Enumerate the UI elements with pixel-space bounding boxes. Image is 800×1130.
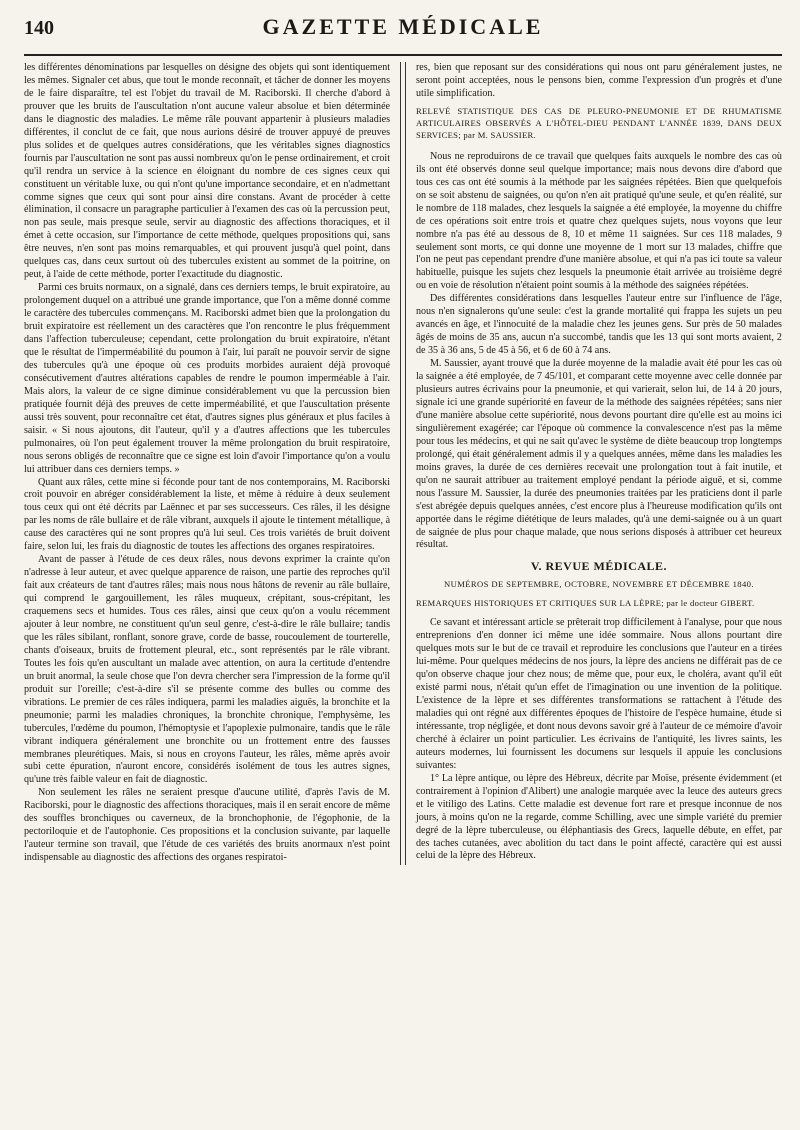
- paragraph: Avant de passer à l'étude de ces deux râles, nous devons exprimer la crainte qu'on n'adresse à leur auteur, et avec quelque apparence de raison, une partie des reproches qu'il fait aux créateurs de tant d'autres râles; mais nous nous hâtons de revenir au râle bullaire, qui comprend le gargouillement, les râles muqueux, crépitant, sous-crépitant, les craquemens secs et humides. Tous ces râles, ainsi que ceux qu'on a voulu récemment ajouter à leur nombre, ne constituent qu'un seul genre, c'est-à-dire le râle bullaire; tandis que les râles sibilant, ronflant, sonore grave, corde de basse, roucoulement de tourterelle, chants d'oiseaux, bruits de frottement pleural, etc., sont représentés par le râle vibrant. Toutes les fois qu'en auscultant un malade avec attention, on aura la certitude d'entendre un bruit anormal, la seule chose que l'on devra chercher sera l'impression de la forme qu'il produit sur l'oreille; c'est-à-dire s'il se présente comme des bulles ou comme des vibrations. Le premier de ces râles indiquera, parmi les maladies aiguës, la bronchite et la pneumonie; parmi les maladies chroniques, la bronchite chronique, l'emphysème, les tubercules, l'œdème du poumon, l'hémoptysie et l'apoplexie pulmonaire, tandis que le râle vibrant indiquera généralement une bronchite ou un frottement entre des fausses membranes pleurétiques. Mais, si nous en croyons l'auteur, les râles, même après avoir subi cette épuration, n'auront encore, considérés isolément de tous les autres signes, qu'une très faible valeur en fait de diagnostic.: [24, 554, 391, 786]
- article-columns: [24, 62, 782, 865]
- paragraph: Parmi ces bruits normaux, on a signalé, dans ces derniers temps, le bruit expiratoire, au prolongement duquel on a attribué une grande importance, que l'on a même donné comme le caractère des tubercules commençans. M. Raciborski admet bien que la prolongation du bruit expiratoire est réellement un des caractères que l'on rencontre le plus fréquemment dans l'affection tuberculeuse; cependant, cette prolongation du bruit expiratoire, n'étant que le résultat de l'imperméabilité du poumon à l'air, lui paraît ne pouvoir servir de signe des tubercules qu'à une époque où ces produits morbides auraient déjà provoqué consécutivement d'autres altérations capables de rendre le poumon imperméable à l'air. Mais alors, la valeur de ce signe diminue considérablement vu que la percussion bien pratiquée fournit déjà des preuves de cette imperméabilité, et que l'auscultation présente aussi très souvent, pour reconnaître cet état, d'autres signes plus généraux et plus faciles à saisir. « Si nous ajoutons, dit l'auteur, qu'il y a d'autres affections que les tubercules pulmonaires, où l'on peut également trouver la même prolongation du bruit respiratoire, nous serons obligés de reconnaître que ce signe est loin d'avoir l'importance qu'on a voulu lui attribuer dans ces derniers temps. »: [24, 282, 391, 475]
- section-heading-lepre: REMARQUES HISTORIQUES ET CRITIQUES SUR LA LÈPRE; par le docteur GIBERT.: [415, 598, 755, 609]
- revue-subtitle: NUMÉROS DE SEPTEMBRE, OCTOBRE, NOVEMBRE ET DÉCEMBRE 1840.: [444, 579, 754, 590]
- paragraph: les différentes dénominations par lesquelles on désigne des objets qui sont identiquement les mêmes. Signaler cet abus, que tout le monde reconnaît, et tâcher de donner les moyens de le faire disparaître, tel est l'objet du travail de M. Raciborski. Il cherche d'abord à prouver que les bruits de l'auscultation n'ont aucune valeur absolue et bien déterminée dans le diagnostic des maladies. Le même râle pouvant appartenir à plusieurs maladies différentes, il conclut de ce fait, que nous aurions désiré de trouver appuyé de preuves plus solides et de quelques autres considérations, que les véritables signes diagnostics fournis par l'auscultation ne sont pas aussi nombreux qu'on le pense ordinairement, et croit qu'il rendra un service à la science en éloignant du nombre de ces signes ceux qui constituent un véritable luxe, ou qui n'ont qu'une importance secondaire, et en n'admettant comme signes que ceux qui sont pour ainsi dire constans. Avant de procéder à cette élimination, il consacre un paragraphe particulier à l'examen des cas où la percussion peut, non pas seule, mais presque seule, servir au diagnostic des affections thoraciques, et il émet à cette occasion, sur l'importance de cette méthode, quelques propositions qui, sans être neuves, n'en sont pas moins remarquables, et qui prouvent jusqu'à quel point, dans quelques cas, dans ceux surtout où des tubercules existent au sommet de la poitrine, on peut, à l'aide de cette méthode, porter l'exactitude du diagnostic.: [24, 62, 391, 281]
- paragraph: Nous ne reproduirons de ce travail que quelques faits auxquels le nombre des cas où ils ont été observés donne seul quelque importance; mais nous devons dire d'abord que tous ces cas ont été soumis à la méthode par les saignées répétées. Bien que quelquefois on se soit abstenu de saignées, ou qu'on n'en ait pratiqué qu'une seule, et qu'en réalité, sur le nombre de 118 malades, chez lesquels la saignée a été employée, la moyenne du chiffre de ces opérations soit entre trois et quatre chez quelques sujets, nous voyons que leur nombre n'a pas été au dessous de 8, 10 et même 11 saignées. Sur ces 118 malades, 9 seulement sont morts, ce qui donne une moyenne de 1 mort sur 13 malades, chiffre que l'on ne peut pas cependant prendre d'une manière absolue, et qui n'a pas ici toute sa valeur habituelle, puisque les sujets chez lesquels la pneumonie était arrivée au troisième degré ou en voie de résolution n'étaient point soumis à la méthode des saignées répétées.: [415, 150, 782, 292]
- paragraph: Ce savant et intéressant article se prêterait trop difficilement à l'analyse, pour que nous entreprenions d'en donner ici même une idée sommaire. Nous allons pourtant dire quelques mots sur le but de ce travail et reproduire les conclusions que l'auteur en a tirées lui-même. Pour quelques médecins de nos jours, la lèpre des anciens ne différait pas de ce qu'on observe chaque jour chez nous; de même que, pour eux, le choléra, avant qu'il eût existé parmi nous, n'était qu'un effet de l'imagination ou une invention de la politique. L'existence de la lèpre et ses différentes transformations se rattachent à l'étude des maladies qui ont régné aux différentes époques de l'histoire de l'espèce humaine, étude si intéressante, trop négligée, et dont nous devons savoir gré à l'auteur de ce mémoire d'avoir cherché à éclairer un point particulier. Les écrivains de l'antiquité, les livres saints, les auteurs modernes, lui fournissent les documens sur lesquels il appuie les conclusions suivantes:: [415, 617, 782, 771]
- paragraph: Non seulement les râles ne seraient presque d'aucune utilité, d'après l'avis de M. Raciborski, pour le diagnostic des affections thoraciques, mais il en serait encore de même des souffles bronchiques ou caverneux, de la bronchophonie, de l'égophonie, de la pectoriloquie et de l'autophonie. Ces propositions et la conclusion suivante, par laquelle l'auteur termine son travail, que l'étude de ces variétés des bruits anormaux n'est point indispensable au diagnostic des affections des organes respiratoi-: [24, 787, 391, 864]
- paragraph: M. Saussier, ayant trouvé que la durée moyenne de la maladie avait été pour les cas où la saignée a été employée, de 7 45/101, et comparant cette moyenne avec celle donnée par plusieurs autres écrivains pour la pneumonie, et qui varierait, selon lui, de 14 à 20 jours, signale ici une grande supériorité en faveur de la méthode des saignées répétées; sans nier d'une manière absolue cette supériorité, nous devons pourtant dire qu'elle est au moins ici singulièrement exagérée; car l'époque où commence la convalescence n'est pas la même pour tous les médecins, et qui ne sait qu'avec le système de diète beaucoup trop longtemps prolongé, qui était généralement admis il y a quelques années, même dans les maladies les moins graves, la durée de ces dernières recevait une prolongation tout à fait inutile, et qu'on ne saurait attribuer au traitement employé pendant la période aiguë, et si, comme nous l'assure M. Saussier, la durée des pneumonies traitées par les praticiens dont il parle s'est abrégée depuis quelques années, c'est encore plus à l'heureuse modification qu'ils ont apportée dans le régime diététique de leurs malades, qu'à une demi-saignée ou à un quart de saignée de plus pour chaque malade, que nous serions disposés à attribuer cet heureux résultat.: [415, 358, 782, 551]
- page-number: 140: [24, 17, 54, 39]
- left-column: [24, 62, 400, 865]
- section-heading-releve: RELEVÉ STATISTIQUE DES CAS DE PLEURO-PNEUMONIE ET DE RHUMATISME ARTICULAIRES OBSERVÉS A L'HÔTEL-DIEU PENDANT L'ANNÉE 1839, DANS DEUX SERVICES; par M. SAUSSIER.: [415, 105, 782, 140]
- paragraph: 1° La lèpre antique, ou lèpre des Hébreux, décrite par Moïse, présente évidemment (et contrairement à l'opinion d'Alibert) une analogie marquée avec la leuce des auteurs grecs et le vitiligo des Latins. Cette maladie est devenue fort rare et presque inconnue de nos jours, à moins qu'on ne la regarde, comme Schilling, avec une simple variété du premier degré de la lèpre tuberculeuse, ou éléphantiasis des Grecs, laquelle débute, en effet, par des taches cutanées, avec abolition du tact dans le point affecté, caractère qui est aussi celui de la lèpre des Hébreux.: [415, 772, 782, 862]
- revue-title: V. REVUE MÉDICALE.: [530, 559, 668, 574]
- header-rule: [24, 54, 782, 56]
- page-header: [24, 14, 782, 50]
- paragraph: Quant aux râles, cette mine si féconde pour tant de nos contemporains, M. Raciborski croit pouvoir en abréger considérablement la liste, et même à réduire à deux seulement tous ceux qui ont été décrits par Laënnec et par ses successeurs. Ces râles, il les désigne par les noms de râle bullaire et de râle vibrant, auxquels il ajoute le tintement métallique, à cause des caractères qui ne sont propres qu'à lui seul. Ces trois variétés de bruit doivent faire, selon lui, les frais du diagnostic de toutes les affections des organes respiratoires.: [24, 476, 391, 553]
- paragraph: res, bien que reposant sur des considérations qui nous ont paru généralement justes, ne seront point acceptées, nous le pensons bien, comme l'expression d'un progrès et d'une utile simplification.: [415, 62, 782, 99]
- paragraph: Des différentes considérations dans lesquelles l'auteur entre sur l'influence de l'âge, nous n'en signalerons qu'une seule: c'est la grande mortalité qui frappa les sujets un peu avancés en âge, et l'innocuité de la maladie chez les jeunes gens. Sur près de 50 malades âgés de moins de 35 ans, aucun n'a succombé, tandis que les 13 qui sont morts avaient, 2 de 35 à 36 ans, 5 de 45 à 56, et 6 de 60 à 74 ans.: [415, 293, 782, 357]
- journal-title: GAZETTE MÉDICALE: [262, 14, 544, 39]
- right-column: [406, 62, 782, 865]
